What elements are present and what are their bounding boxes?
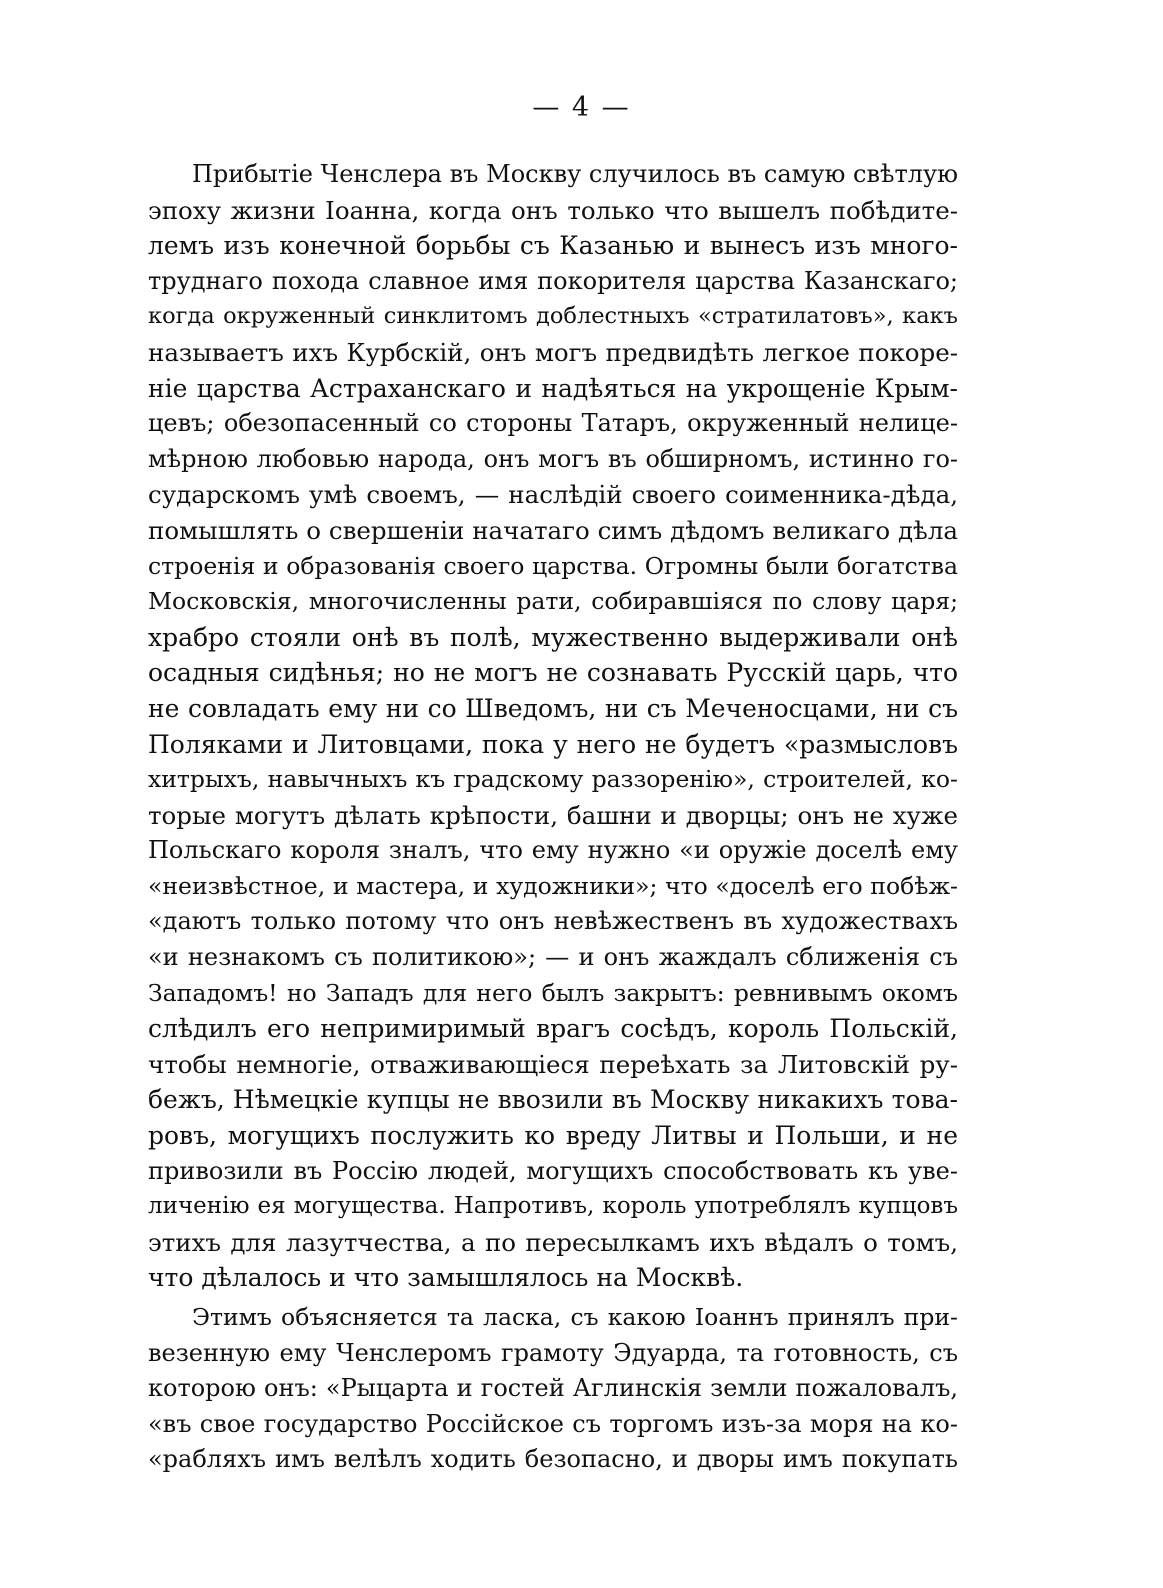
text-line: Московскія, многочисленны рати, собиравшіяся по слову царя; [148, 587, 958, 616]
text-line: личенію ея могущества. Напротивъ, король употреблялъ купцовъ [148, 1193, 958, 1220]
text-line: ровъ, могущихъ послужить ко вреду Литвы и Польши, и не [148, 1121, 958, 1151]
text-line: «неизвѣстное, и мастера, и художники»; что «доселѣ его побѣж- [148, 871, 958, 900]
text-line: торые могутъ дѣлать крѣпости, башни и дворцы; онъ не хуже [148, 800, 958, 830]
text-line: этихъ для лазутчества, а по пересылкамъ ихъ вѣдалъ о томъ, [148, 1227, 958, 1257]
text-line: привозили въ Россію людей, могущихъ способствовать къ уве- [148, 1156, 958, 1185]
text-line: Поляками и Литовцами, пока у него не будетъ «размысловъ [148, 729, 958, 759]
text-line: «въ свое государство Россійское съ торгомъ изъ-за моря на ко- [148, 1409, 958, 1438]
text-line: слѣдилъ его непримиримый врагъ сосѣдъ, король Польскій, [148, 1014, 958, 1044]
text-line: Польскаго короля зналъ, что ему нужно «и оружіе доселѣ ему [148, 836, 958, 865]
text-line: бежъ, Нѣмецкіе купцы не ввозили въ Москву никакихъ това- [148, 1085, 958, 1115]
text-line: сударскомъ умѣ своемъ, — наслѣдій своего соименника-дѣда, [148, 480, 958, 510]
text-line: называетъ ихъ Курбскій, онъ могъ предвидѣть легкое покоре- [148, 337, 958, 367]
text-line: храбро стояли онѣ въ полѣ, мужественно выдерживали онѣ [148, 622, 958, 652]
text-line: которою онъ: «Рыцарта и гостей Аглинскія земли пожаловалъ, [148, 1374, 958, 1403]
text-line: везенную ему Ченслеромъ грамоту Эдуарда, та готовность, съ [148, 1338, 958, 1367]
text-line: помышлять о свершеніи начатаго симъ дѣдомъ великаго дѣла [148, 515, 958, 545]
text-line: хитрыхъ, навычныхъ къ градскому раззоренію», строителей, ко- [148, 765, 958, 794]
text-line: что дѣлалось и что замышлялось на Москвѣ. [148, 1263, 744, 1293]
text-line: «рабляхъ имъ велѣлъ ходить безопасно, и дворы имъ покупать [148, 1445, 958, 1474]
body-text [148, 157, 958, 1478]
text-line: Прибытіе Ченслера въ Москву случилось въ самую свѣтлую [192, 160, 958, 188]
text-line: цевъ; обезопасенный со стороны Татаръ, окруженный нелице- [148, 409, 958, 438]
text-line: строенія и образованія своего царства. Огромны были богатства [148, 551, 958, 580]
text-line: чтобы немногіе, отваживающіеся переѣхать за Литовскій ру- [148, 1049, 958, 1079]
paragraph-1 [148, 157, 958, 1296]
text-line: ніе царства Астраханскаго и надѣяться на укрощеніе Крым- [148, 373, 958, 403]
text-line: не совладать ему ни со Шведомъ, ни съ Меченосцами, ни съ [148, 693, 958, 723]
text-line: мѣрною любовью народа, онъ могъ въ обширномъ, истинно го- [148, 444, 958, 473]
paragraph-2 [148, 1300, 958, 1478]
text-line: Западомъ! но Западъ для него былъ закрытъ: ревнивымъ окомъ [148, 978, 958, 1007]
text-line: труднаго похода славное имя покорителя царства Казанскаго; [148, 266, 958, 295]
text-line: «и незнакомъ съ политикою»; — и онъ жаждалъ сближенія съ [148, 943, 958, 972]
page-number: — 4 — [532, 92, 631, 123]
text-line: «даютъ только потому что онъ невѣжественъ въ художествахъ [148, 907, 958, 936]
text-line: эпоху жизни Іоанна, когда онъ только что вышелъ побѣдите- [148, 195, 958, 225]
text-line: Этимъ объясняется та ласка, съ какою Іоаннъ принялъ при- [192, 1303, 958, 1331]
text-line: лемъ изъ конечной борьбы съ Казанью и вынесъ изъ много- [148, 231, 958, 261]
text-line: осадныя сидѣнья; но не могъ не сознавать Русскій царь, что [148, 658, 958, 688]
text-line: когда окруженный синклитомъ доблестныхъ «стратилатовъ», какъ [148, 303, 958, 330]
